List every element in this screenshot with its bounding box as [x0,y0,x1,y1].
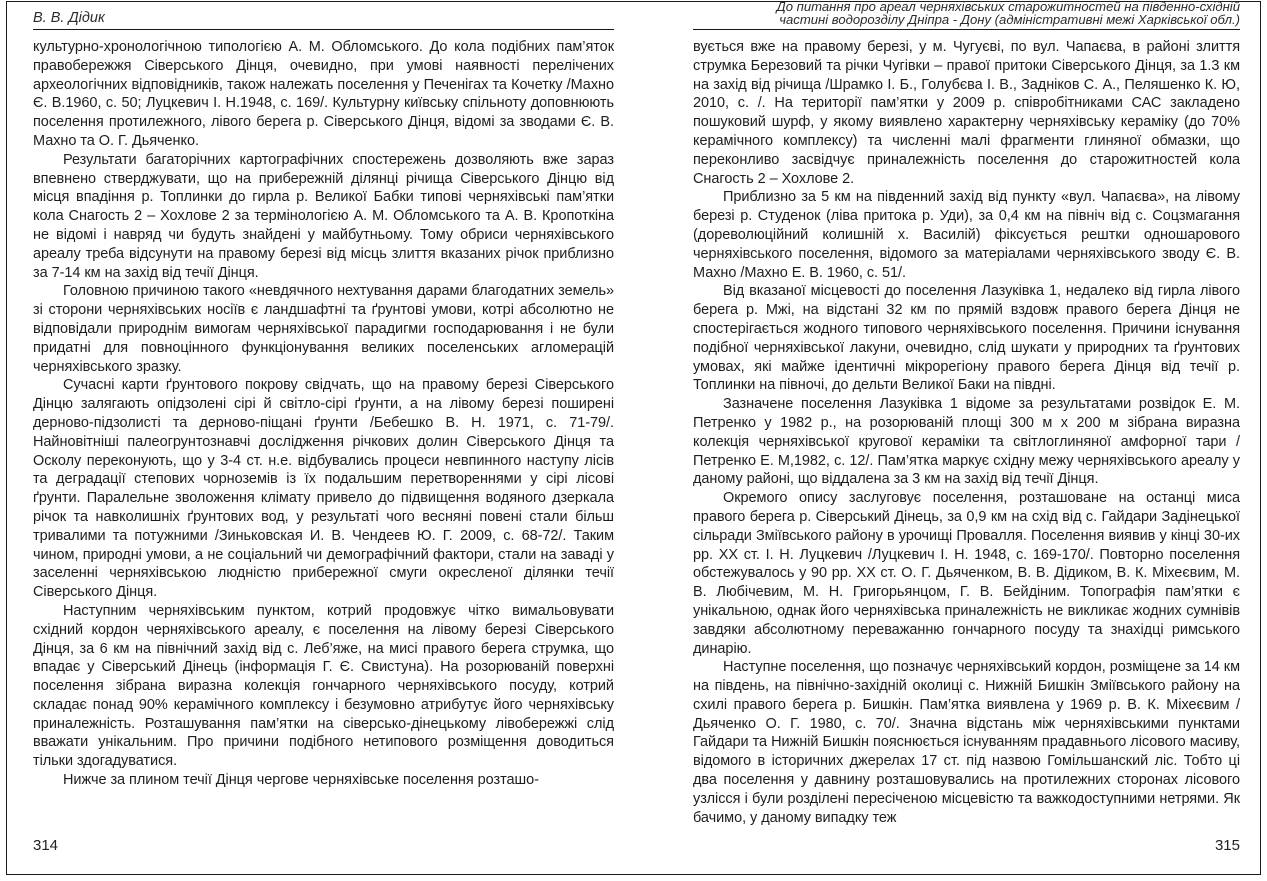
right-running-header-line-2: частині водорозділу Дніпра - Дону (адміністративні межі Харківської обл.) [779,12,1240,28]
page-number-right: 315 [1214,837,1240,854]
left-running-header [33,0,614,30]
left-page [33,0,614,854]
body-paragraph: Окремого опису заслуговує поселення, розташоване на останці миса правого берега р. Сіверський Дінець, за 0,9 км на схід від с. Гайдари Задінецької сільради Зміївського району в урочищі Провалля. Поселення виявив у кінці 30-их рр. ХХ ст. І. Н. Луцкевич /Луцкевич І. Н. 1948, с. 169-170/. Повторно поселення обстежувалось у 90 рр. ХХ ст. О. Г. Дьяченком, В. В. Дідиком, В. К. Міхеєвим, М. В. Любічевим, М. Н. Григорьянцом, Г. В. Бейдіним. Топографія пам’ятки є унікальною, однак його черняхівська приналежність не викликає жодних сумнівів завдяки абсолютному переважанню гончарного посуду та знахідці римського динарію. [693,490,1240,657]
body-paragraph: Зазначене поселення Лазуківка 1 відоме за результатами розвідок Е. М. Петренко у 1982 р., на розорюваній площі 300 м х 200 м зібрана виразна колекція черняхівської кругової кераміки та світлоглиняної амфорної тари /Петренко Е. М,1982, с. 12/. Пам’ятка маркує східну межу черняхівського ареалу у даному районі, що віддалена за 3 км на захід від течії Дінця. [693,396,1240,488]
right-page-body [693,38,1240,827]
right-running-header [693,0,1240,30]
body-paragraph: Приблизно за 5 км на південний захід від пункту «вул. Чапаєва», на лівому березі р. Студенок (ліва притока р. Уди), за 0,4 км на північ від с. Соцзмагання (дореволюційний колишній х. Василій) фіксується рештки одношарового черняхівського поселення, відомого за матеріалами черняхівського зводу Є. В. Махно /Махно Е. В. 1960, с. 51/. [693,189,1240,281]
body-paragraph: Сучасні карти ґрунтового покрову свідчать, що на правому березі Сіверського Дінцю залягають опідзолені сірі й світло-сірі ґрунти, а на лівому березі поширені дерново-підзолисті та дерново-піщані ґрунти /Бебешко В. Н. 1971, с. 71-79/. Найновітніші палеогрунтознавчі дослідження річкових долин Сіверського Дінця та Осколу переконують, що у 3-4 ст. н.е. відбувались процеси невпинного наступу лісів та деградації степових чорноземів із їх подальшим перетвореннями у сірі лісові ґрунти. Паралельне зволоження клімату привело до підвищення водяного дзеркала річок та навколишніх ґрунтових вод, у результаті чого весняні повені стали більш тривалими та потужними /Зиньковская И. В. Чендеев Ю. Г. 2009, с. 68-72/. Таким чином, природні умови, а не соціальний чи демографічний фактори, стали на заваді у заселенні черняхівською людністю прибережної смуги окресленої ділянки течії Сіверського Дінця. [33,377,614,601]
page-number-left: 314 [33,837,59,854]
body-paragraph: Нижче за плином течії Дінця чергове черняхівське поселення розташо- [63,772,539,789]
left-running-header-author: В. В. Дідик [33,10,105,26]
right-page [693,0,1240,854]
right-running-header-line-1: До питання про ареал черняхівських старожитностей на південно-східній [776,0,1240,14]
body-paragraph: Результати багаторічних картографічних спостережень дозволяють вже зараз впевнено стверджувати, що на прибережній ділянці річища Сіверського Дінцю від місця впадіння р. Топлинки до гирла р. Великої Бабки типові черняхівські пам’ятки кола Снагость 2 – Хохлове 2 за термінологією А. М. Обломського та А. В. Кропоткіна не відомі і навряд чи будуть знайдені у майбутньому. Тому обриси черняхівського ареалу треба відсунути на правому березі від місць злиття вказаних річок приблизно за 7-14 км на захід від течії Дінця. [33,151,614,281]
body-paragraph: Головною причиною такого «невдячного нехтування дарами благодатних земель» зі сторони черняхівських носіїв є ландшафтні та ґрунтові умови, котрі абсолютно не відповідали природнім вимогам черняхівської парадигми господарювання і не були придатні для повноцінного функціонування великих поселенських агломерацій черняхівського зразку. [33,283,614,375]
body-paragraph: культурно-хронологічною типологією А. М. Обломського. До кола подібних пам’яток правобережжя Сіверського Дінця, очевидно, при умові наявності перелічених археологічних відповідників, також належать поселення у Печенігах та Кочетку /Махно Є. В.1960, с. 50; Луцкевич І. Н.1948, с. 169/. Культурну київську спільноту доповнюють поселення протилежного, лівого берега р. Сіверського Дінця, відомі за зводами Є. В. Махно та О. Г. Дьяченко. [33,39,614,149]
body-paragraph: Наступним черняхівським пунктом, котрий продовжує чітко вимальовувати східний кордон черняхівського ареалу, є поселення на лівому березі Сіверського Дінця, за 6 км на північний захід від с. Леб’яже, на мисі правого берега струмка, що впадає у Сіверський Дінець (інформація Г. Є. Свистуна). На розорюваній поверхні поселення зібрана виразна колекція гончарного черняхівського посуду, котрий складає понад 90% керамічного комплексу і безумовно атрибутує його черняхівську приналежність. Розташування пам’ятки на сіверсько-дінецькому лівобережжі слід вважати унікальним. Про причини подібного нетипового розміщення доводиться тільки здогадуватися. [33,602,614,770]
body-paragraph: Наступне поселення, що позначує черняхівський кордон, розміщене за 14 км на південь, на північно-західній околиці с. Нижній Бишкін Зміївського району на схилі правого берега р. Бишкін. Пам’ятка виявлена у 1969 р. В. К. Міхеєвим /Дьяченко О. Г. 1980, с. 70/. Значна відстань між черняхівськими пунктами Гайдари та Нижній Бишкін пояснюється існуванням прадавнього лісового масиву, відомого в історичних джерелах 17 ст. під назвою Гомільшанский ліс. Тобто ці два поселення у давнину розташовувались на протилежних сторонах лісового узлісся і були розділені пересіченою місцевістю та важкодоступними нетрями. Як бачимо, у даному випадку теж [693,659,1240,826]
left-page-body [33,38,614,790]
body-paragraph: Від вказаної місцевості до поселення Лазуківка 1, недалеко від гирла лівого берега р. Мжі, на відстані 32 км по прямій вздовж правого берега Дінця не спостерігається жодного типового черняхівського поселення. Причини існування подібної черняхівської лакуни, очевидно, слід шукати у природних та ґрунтових умовах, які майже ідентичні мікрорегіону правого берега Дінця від течії р. Топлинки на півночі, до дельти Великої Баки на півдні. [693,283,1240,394]
body-paragraph: вується вже на правому березі, у м. Чугуєві, по вул. Чапаєва, в районі злиття струмка Березовий та річки Чугівки – правої притоки Сіверського Дінця, за 1.3 км на захід від річища /Шрамко І. Б., Голубєва І. В., Задніков С. А., Пеляшенко К. Ю, 2010, с. /. На території пам’ятки у 2009 р. співробітниками САС закладено пошуковий шурф, у якому виявлено характерну черняхівську кераміку (до 70% керамічного комплексу) та численні малі фрагменти глиняної обмазки, що переконливо засвідчує приналежність поселення до старожитностей кола Снагость 2 – Хохлове 2. [693,39,1240,187]
